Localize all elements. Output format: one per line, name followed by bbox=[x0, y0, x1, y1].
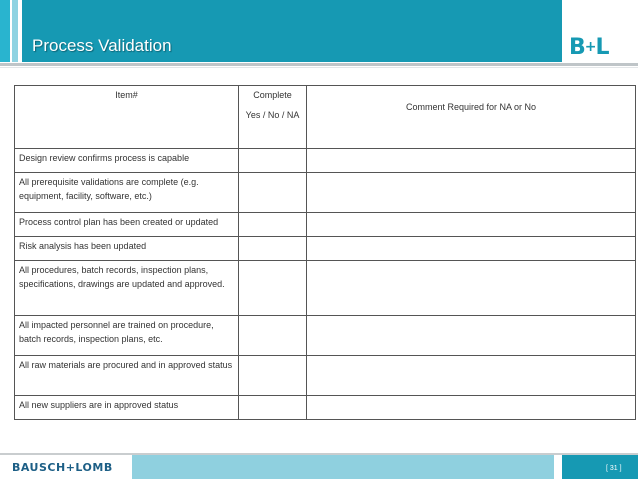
row-comment-cell[interactable] bbox=[307, 237, 636, 261]
complete-header-line1: Complete bbox=[253, 90, 292, 100]
footer-page-box bbox=[562, 455, 638, 479]
row-complete-cell[interactable] bbox=[239, 356, 307, 396]
row-comment-cell[interactable] bbox=[307, 213, 636, 237]
row-comment-cell[interactable] bbox=[307, 173, 636, 213]
header-accent-strip bbox=[0, 0, 10, 62]
row-item: All prerequisite validations are complete (e.g. equipment, facility, software, etc.) bbox=[15, 173, 239, 213]
row-item: All raw materials are procured and in approved status bbox=[15, 356, 239, 396]
row-comment-cell[interactable] bbox=[307, 396, 636, 420]
row-complete-cell[interactable] bbox=[239, 396, 307, 420]
table-row bbox=[15, 396, 636, 420]
row-comment-cell[interactable] bbox=[307, 356, 636, 396]
row-complete-cell[interactable] bbox=[239, 173, 307, 213]
item-column-header: Item# bbox=[15, 86, 239, 149]
row-item: Risk analysis has been updated bbox=[15, 237, 239, 261]
row-complete-cell[interactable] bbox=[239, 261, 307, 316]
table-row bbox=[15, 356, 636, 396]
footer-brand: BAUSCH+LOMB bbox=[12, 461, 113, 474]
complete-column-header bbox=[239, 86, 307, 149]
row-item: Process control plan has been created or updated bbox=[15, 213, 239, 237]
table-row bbox=[15, 316, 636, 356]
table-header-row bbox=[15, 86, 636, 149]
row-comment-cell[interactable] bbox=[307, 316, 636, 356]
complete-header-line2: Yes / No / NA bbox=[245, 110, 300, 120]
bl-logo: B+L bbox=[569, 35, 609, 60]
row-complete-cell[interactable] bbox=[239, 149, 307, 173]
row-complete-cell[interactable] bbox=[239, 213, 307, 237]
header-accent-strip-light bbox=[12, 0, 18, 62]
header-divider-light bbox=[0, 67, 638, 68]
table-row bbox=[15, 173, 636, 213]
checklist-table bbox=[14, 85, 636, 420]
table-row bbox=[15, 213, 636, 237]
row-comment-cell[interactable] bbox=[307, 261, 636, 316]
table-row bbox=[15, 149, 636, 173]
table-row bbox=[15, 237, 636, 261]
comment-column-header: Comment Required for NA or No bbox=[307, 86, 636, 149]
row-item: All impacted personnel are trained on procedure, batch records, inspection plans, etc. bbox=[15, 316, 239, 356]
header-divider bbox=[0, 63, 638, 66]
slide-title: Process Validation bbox=[32, 36, 172, 55]
row-comment-cell[interactable] bbox=[307, 149, 636, 173]
row-item: All new suppliers are in approved status bbox=[15, 396, 239, 420]
table-row bbox=[15, 261, 636, 316]
page-number: [ 31 ] bbox=[606, 465, 622, 472]
row-item: Design review confirms process is capable bbox=[15, 149, 239, 173]
row-complete-cell[interactable] bbox=[239, 316, 307, 356]
row-item: All procedures, batch records, inspection plans, specifications, drawings are updated and approved. bbox=[15, 261, 239, 316]
row-complete-cell[interactable] bbox=[239, 237, 307, 261]
footer-bar bbox=[132, 455, 554, 479]
validation-checklist bbox=[14, 85, 635, 408]
